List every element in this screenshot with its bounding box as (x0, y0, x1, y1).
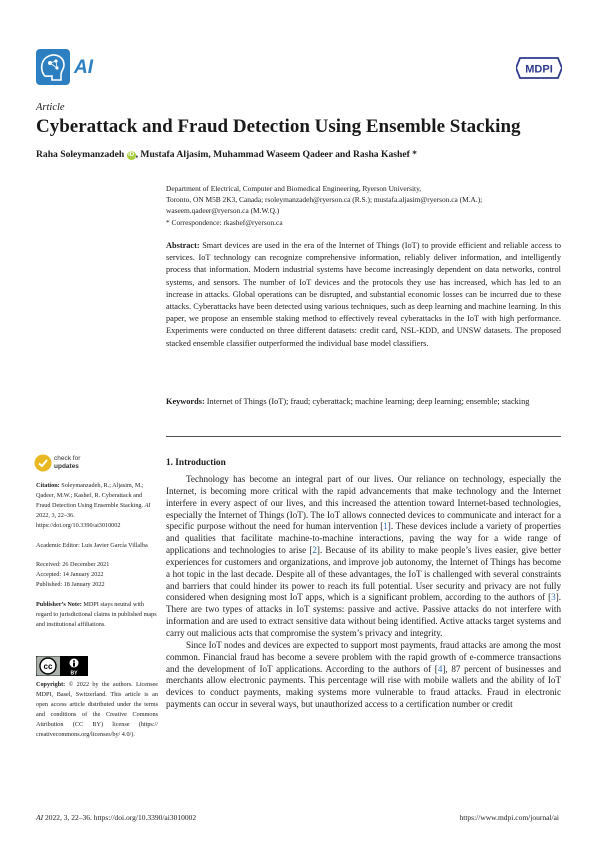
check-updates-icon (34, 454, 52, 472)
published-date: Published: 18 January 2022 (36, 581, 105, 589)
affiliation-line: Department of Electrical, Computer and Biomedical Engineering, Ryerson University, (166, 184, 422, 193)
academic-editor: Academic Editor: Luis Javier García Villalba (36, 541, 148, 549)
article-type: Article (36, 102, 65, 113)
reference-link[interactable]: 4 (437, 663, 443, 674)
publisher-note-text: MDPI stays neutral with regard to jurisdictional claims in published maps and institutional affiliations. (36, 601, 157, 628)
author-rest: , Mustafa Aljasim, Muhammad Waseem Qadeer and Rasha Kashef * (135, 149, 417, 160)
citation-tail: 2022, 3, 22–36. https://doi.org/10.3390/ai3010002 (36, 511, 121, 529)
publisher-note (36, 600, 158, 630)
copyright-text: © 2022 by the authors. Licensee MDPI, Basel, Switzerland. This article is an open access article distributed under the terms and conditions of the Creative Commons Attribution (CC BY) license (https:// creativecommons.org/licenses/by/ 4.0/). (36, 681, 158, 738)
keywords (166, 396, 561, 408)
journal-brain-icon (36, 47, 70, 87)
mdpi-logo-text: MDPI (525, 63, 553, 76)
abstract-text: Smart devices are used in the era of the Internet of Things (IoT) to provide efficient and reliable access to services. IoT technology can recognize comprehensive information, reliably deliver information, and intelligently process that information. Modern industrial systems have become increasingly dependent on data networks, control systems, and sensors. The number of IoT devices and the protocols they use has increased, which has led to an increase in attacks. Global operations can be disrupted, and substantial economic losses can be incurred due to these attacks. Cyberattacks have been detected using various techniques, such as deep learning and machine learning. In this paper, we propose an ensemble staking method to effectively reveal cyberattacks in the IoT with high performance. Experiments were conducted on three different datasets: credit card, NSL-KDD, and UNSW datasets. The proposed stacked ensemble classifier outperformed the individual base model classifiers. (166, 241, 562, 348)
abstract (166, 240, 561, 350)
journal-name: AI (74, 57, 93, 78)
sidebar (36, 481, 158, 630)
cc-text: cc (43, 662, 53, 671)
author-list (36, 149, 576, 160)
footer-citation (36, 813, 196, 822)
mdpi-logo[interactable] (516, 56, 562, 80)
paragraph: Since IoT nodes and devices are expected to support most payments, fraud attacks are among the most common. Financial fraud has become a severe problem with the rapid growth of e-commerce transactions and the development of IoT applications. According to the authors of [4], 87 percent of businesses and merchants allow electronic payments. This percentage will rise with mobile wallets and the ability of IoT devices to conduct payments, making systems more vulnerable to fraud attacks. Fraud in electronic payments can occur in several ways, but unauthorized access to a certification number or credit (166, 639, 561, 710)
footer-journal: AI (36, 813, 44, 822)
affiliation-line: Toronto, ON M5B 2K3, Canada; rsoleymanzadeh@ryerson.ca (R.S.); mustafa.aljasim@ryerson.ca (M.A.); (166, 195, 483, 205)
affiliation-line: waseem.qadeer@ryerson.ca (M.W.Q.) (166, 206, 280, 216)
author-first: Raha Soleymanzadeh (36, 149, 125, 160)
section-heading: 1. Introduction (166, 458, 226, 468)
citation-text: Soleymanzadeh, R.; Aljasim, M.; Qadeer, M.W.; Kashef, R. Cyberattack and Fraud Detection Using Ensemble Stacking. (36, 482, 144, 509)
citation-label: Citation: (36, 482, 60, 489)
check-for-updates-badge[interactable] (34, 454, 154, 474)
correspondence-line: * Correspondence: rkashef@ryerson.ca (166, 217, 283, 227)
reference-link[interactable]: 1 (383, 521, 388, 532)
citation (36, 481, 158, 531)
check-updates-line2: updates (54, 463, 79, 470)
cc-by-license-icon[interactable] (36, 656, 88, 676)
received-date: Received: 26 December 2021 (36, 561, 110, 569)
paragraph: Technology has become an integral part of our lives. Our reliance on technology, especially the Internet, is becoming more critical with the rapid advancements that make technology and the Internet interfere in every aspect of our lives, and this increased the attention toward Internet-based technologies, especially the Internet of Things (IoT). The IoT allows connected devices to communicate and interact for a specific purpose without the need for human intervention [1]. These devices include a variety of properties and qualities that facilitate machine-to-machine interactions, paving the way for a wide range of applications and technologies to arise [2]. Because of its ability to make people’s lives easier, give better experiences for customers and organizations, and improve job autonomy, the Internet of Things has become a hot topic in the last decade. Despite all of these advantages, the IoT is challenged with several constraints and barriers that could hinder its power to reach its full potential. User security and privacy are not fully considered when designing most IoT apps, which is a significant problem, according to the authors of [3]. There are two types of attacks in IoT systems: passive and active. Passive attacks do not interfere with information and are used to extract sensitive data without being identified. Active attacks target systems and carry out malicious acts that compromise the system’s privacy and integrity. (166, 474, 561, 638)
copyright-label: Copyright: (36, 681, 66, 688)
accepted-date: Accepted: 14 January 2022 (36, 571, 104, 579)
section-divider (166, 436, 561, 437)
footer-url[interactable]: https://www.mdpi.com/journal/ai (459, 813, 559, 822)
check-updates-line1: check for (54, 455, 81, 462)
reference-link[interactable]: 3 (551, 592, 556, 603)
keywords-text: Internet of Things (IoT); fraud; cyberattack; machine learning; deep learning; ensemble; stacking (206, 397, 530, 406)
keywords-label: Keywords: (166, 397, 205, 406)
affiliation-block (166, 183, 566, 228)
article-title: Cyberattack and Fraud Detection Using Ensemble Stacking (36, 116, 521, 137)
by-text: BY (70, 670, 78, 676)
reference-link[interactable]: 2 (312, 545, 317, 556)
citation-journal: AI (144, 501, 151, 509)
footer-citation-text: 2022, 3, 22–36. https://doi.org/10.3390/ai3010002 (44, 813, 197, 822)
abstract-label: Abstract: (166, 241, 200, 250)
copyright-notice (36, 680, 158, 739)
orcid-icon[interactable]: iD (128, 152, 135, 158)
publisher-note-label: Publisher’s Note: (36, 601, 82, 609)
body-text (166, 474, 561, 711)
